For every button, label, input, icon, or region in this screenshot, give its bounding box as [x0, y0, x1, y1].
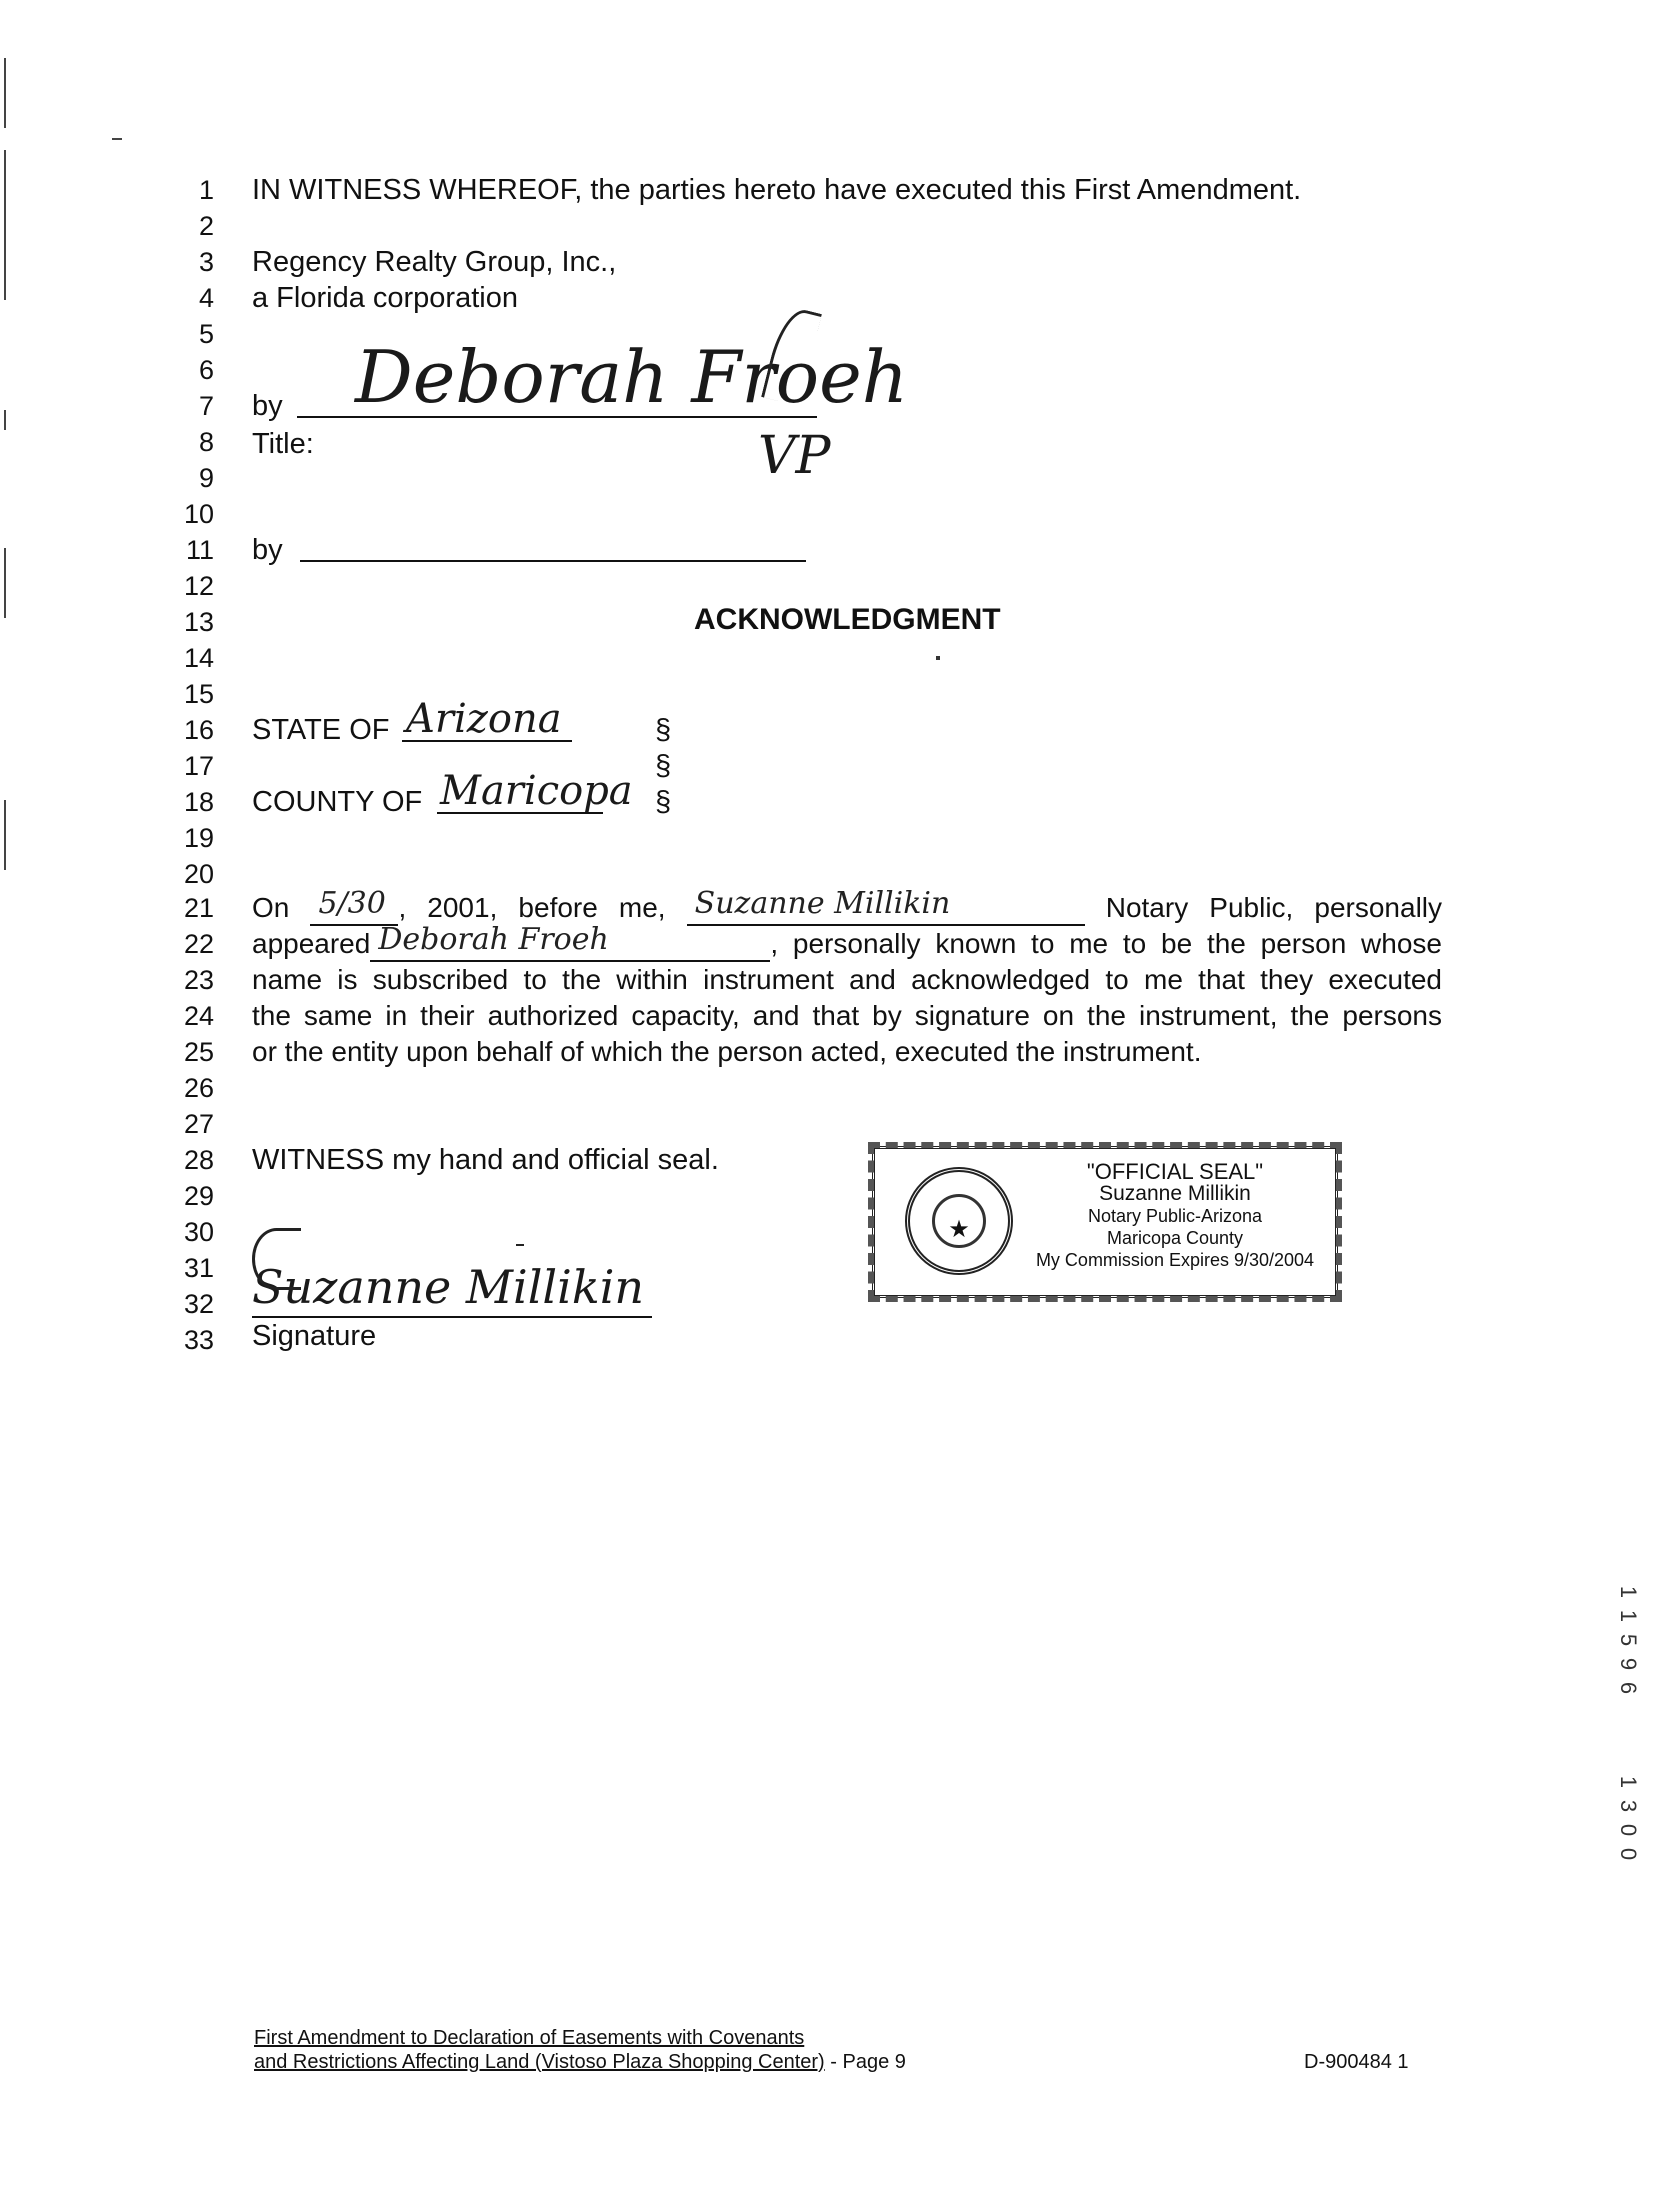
seal-text-block: [1025, 1161, 1325, 1271]
notary-signature-loop: [252, 1228, 301, 1290]
seal-line-3: Maricopa County: [1106, 1228, 1244, 1248]
line-number: 2: [198, 211, 214, 241]
county-section-mark: §: [655, 786, 672, 818]
recording-number-stamp: 1 1 5 9 6 1 3 0 0: [1616, 1585, 1641, 1861]
line-number: 1: [198, 175, 214, 205]
notary-name-blank: [687, 886, 1085, 926]
line-number: 31: [183, 1253, 214, 1283]
official-seal-stamp: [872, 1146, 1338, 1298]
county-handwriting: Maricopa: [440, 768, 633, 814]
line-number: 4: [198, 283, 214, 313]
acknowledgment-heading: ACKNOWLEDGMENT: [694, 603, 1001, 636]
line-number: 21: [183, 893, 214, 923]
line-number: 24: [183, 1001, 214, 1031]
line-number: 10: [183, 499, 214, 529]
person-handwriting: Deborah Froeh: [378, 922, 609, 957]
ack-line-25: or the entity upon behalf of which the person acted, executed the instrument.: [252, 1036, 1202, 1067]
line-number: 12: [183, 571, 214, 601]
line-number: 13: [183, 607, 214, 637]
notary-name-handwriting: Suzanne Millikin: [694, 886, 951, 921]
ack-line-22: appeared Deborah Froeh , personally known to me to be the person whose: [252, 926, 1442, 962]
stray-tick: [516, 1244, 524, 1252]
line-number: 15: [183, 679, 214, 709]
state-label: STATE OF: [252, 714, 390, 746]
line-number: 5: [198, 319, 214, 349]
date-handwriting: 5/30: [318, 886, 386, 921]
line-number: 9: [198, 463, 214, 493]
line-number: 20: [183, 859, 214, 889]
line-number: 18: [183, 787, 214, 817]
by-label: by: [252, 390, 283, 422]
party-type: a Florida corporation: [252, 282, 518, 314]
party-name: Regency Realty Group, Inc.,: [252, 246, 617, 278]
person-blank: [370, 922, 770, 962]
second-signature-line: [300, 560, 806, 562]
state-seal-emblem: [905, 1167, 1013, 1275]
line-number: 11: [185, 535, 214, 565]
line-number: 3: [198, 247, 214, 277]
line-number: 26: [183, 1073, 214, 1103]
line-number: 29: [183, 1181, 214, 1211]
footer-page: - Page 9: [824, 2051, 906, 2073]
seal-line-4: My Commission Expires 9/30/2004: [1035, 1250, 1315, 1270]
seal-name: Suzanne Millikin: [1099, 1182, 1251, 1205]
middle-section-mark: §: [655, 750, 672, 782]
line-number: 16: [183, 715, 214, 745]
footer-line-2: and Restrictions Affecting Land (Vistoso Plaza Shopping Center): [254, 2051, 825, 2073]
state-section-mark: §: [655, 714, 672, 746]
witness-clause: IN WITNESS WHEREOF, the parties hereto have executed this First Amendment.: [252, 174, 1302, 206]
signer-signature: Deborah Froeh: [355, 335, 909, 419]
line-number: 19: [183, 823, 214, 853]
title-handwriting: VP: [758, 426, 831, 486]
line-number: 30: [183, 1217, 214, 1247]
footer-doc-id: D-900484 1: [1304, 2051, 1409, 2073]
line-number: 28: [183, 1145, 214, 1175]
seal-title: "OFFICIAL SEAL": [1086, 1159, 1264, 1184]
ack-line-23: name is subscribed to the within instrument and acknowledged to me that they executed: [252, 964, 1442, 995]
acknowledgment-paragraph: [252, 886, 1443, 1070]
line-number: 17: [183, 751, 214, 781]
line-number: 23: [183, 965, 214, 995]
seal-line-2: Notary Public-Arizona: [1087, 1206, 1263, 1226]
line-number: 27: [183, 1109, 214, 1139]
stray-mark: [936, 656, 940, 660]
county-label: COUNTY OF: [252, 786, 423, 818]
witness-seal-text: WITNESS my hand and official seal.: [252, 1144, 719, 1176]
ack-line-24: the same in their authorized capacity, and that by signature on the instrument, the persons: [252, 1000, 1442, 1031]
line-number: 25: [183, 1037, 214, 1067]
line-number: 14: [183, 643, 214, 673]
ack-line-21: On 5/30 , 2001, before me, Suzanne Millikin Notary Public, personally: [252, 890, 1442, 926]
state-handwriting: Arizona: [406, 696, 562, 742]
second-by-label: by: [252, 534, 283, 566]
line-number: 7: [198, 391, 214, 421]
title-label: Title:: [252, 428, 314, 460]
star-icon: ★: [948, 1216, 970, 1243]
line-number: 6: [198, 355, 214, 385]
line-number: 22: [183, 929, 214, 959]
footer-line-1: First Amendment to Declaration of Easements with Covenants: [254, 2027, 805, 2049]
line-number: 33: [183, 1325, 214, 1355]
footer-title: [254, 2026, 906, 2074]
notary-signature: Suzanne Millikin: [252, 1260, 645, 1314]
signature-label: Signature: [252, 1320, 377, 1352]
line-number: 32: [183, 1289, 214, 1319]
line-number: 8: [198, 427, 214, 457]
